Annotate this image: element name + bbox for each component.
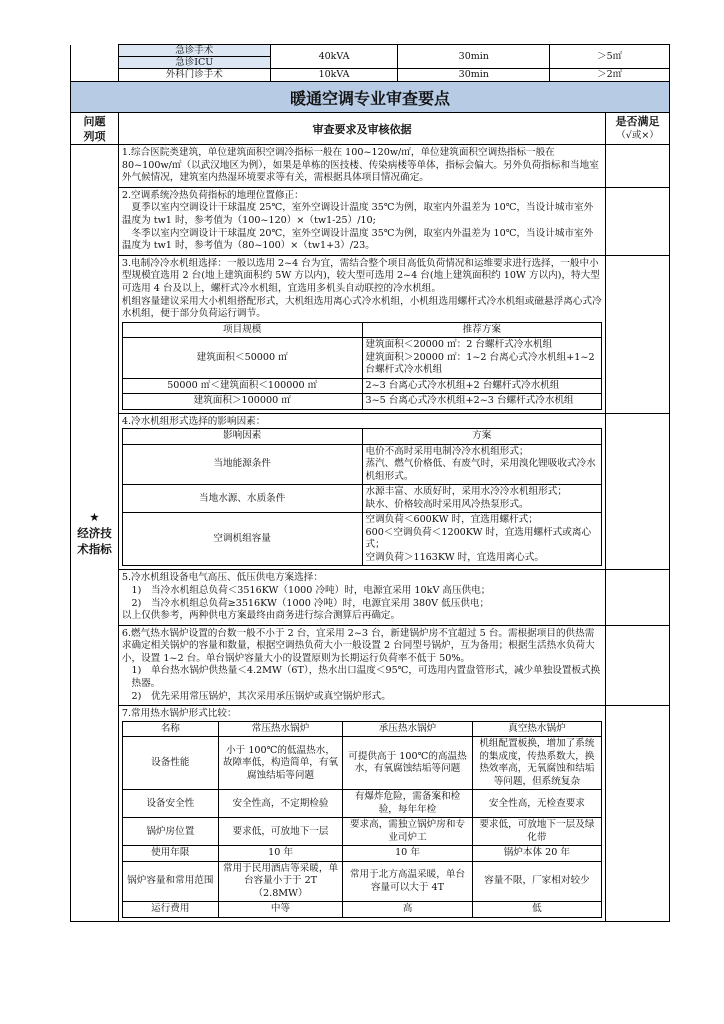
item-5-head: 5.冷水机组设备电气高压、低压供电方案选择： bbox=[121, 572, 323, 584]
scale-table bbox=[122, 322, 602, 410]
item-6 bbox=[118, 625, 605, 706]
boiler-cell: 要求低，可放地下一层 bbox=[218, 818, 343, 846]
check-cell[interactable] bbox=[606, 255, 670, 413]
boiler-cell: 低 bbox=[472, 902, 601, 918]
header-col3-label: 是否满足 bbox=[615, 114, 660, 128]
boiler-cell: 可提供高于 100℃的高温热水，有氧腐蚀结垢等问题 bbox=[343, 737, 472, 790]
page-title: 暖通空调专业审查要点 bbox=[71, 82, 670, 113]
area-value: ＞2㎡ bbox=[550, 69, 670, 82]
check-cell[interactable] bbox=[606, 187, 670, 255]
boiler-cell: 设备性能 bbox=[122, 737, 218, 790]
room-name: 急诊ICU bbox=[118, 57, 270, 69]
boiler-th: 名称 bbox=[122, 721, 218, 737]
boiler-cell: 常用于民用酒店等采暖，单台容量小于于 2T（2.8MW） bbox=[218, 861, 343, 902]
header-col2: 审查要求及审核依据 bbox=[118, 113, 605, 145]
room-name: 外科门诊手术 bbox=[118, 69, 270, 82]
scale-row-a: 建筑面积＞100000 ㎡ bbox=[122, 394, 362, 410]
item-2-line1: 夏季以室内空调设计干球温度 25℃，室外空调设计温度 35℃为例，取室内外温差为 10℃，当设计城市室外温度为 tw1 时，参考值为（100~120）×（tw1-25）/10; bbox=[121, 202, 594, 226]
boiler-cell: 小于 100℃的低温热水，故障率低，构造简单，有氧腐蚀结垢等问题 bbox=[218, 737, 343, 790]
header-col3-sub: （√或×） bbox=[616, 129, 659, 141]
boiler-cell: 运行费用 bbox=[122, 902, 218, 918]
category-label: ★ 经济技 术指标 bbox=[71, 145, 119, 922]
factor-table bbox=[122, 428, 602, 566]
scale-row-a: 建筑面积＜50000 ㎡ bbox=[122, 338, 362, 379]
item-5-line3: 以上仅供参考，两种供电方案最终由商务进行综合测算后再确定。 bbox=[121, 610, 401, 622]
boiler-cell: 常用于北方高温采暖，单台容量可以大于 4T bbox=[343, 861, 472, 902]
header-col3 bbox=[606, 113, 670, 145]
factor-row-a: 当地能源条件 bbox=[122, 444, 362, 485]
time-value: 30min bbox=[398, 69, 550, 82]
boiler-cell: 10 年 bbox=[218, 846, 343, 862]
boiler-cell: 容量不限，厂家相对较少 bbox=[472, 861, 601, 902]
check-cell[interactable] bbox=[606, 570, 670, 625]
scale-row-b: 建筑面积＜20000 ㎡：2 台螺杆式冷水机组 建筑面积＞20000 ㎡：1~2 台离心式冷水机组+1~2 台螺杆式冷水机组 bbox=[362, 338, 602, 379]
item-4 bbox=[118, 413, 605, 570]
room-name: 急诊手术 bbox=[118, 45, 270, 57]
scale-row-b: 2~3 台离心式冷水机组+2 台螺杆式冷水机组 bbox=[362, 378, 602, 394]
boiler-cell: 机组配置板换，增加了系统的集成度，传热系数大，换热效率高，无氧腐蚀和结垢等问题，但系统复杂 bbox=[472, 737, 601, 790]
check-cell[interactable] bbox=[606, 706, 670, 922]
boiler-cell: 使用年限 bbox=[122, 846, 218, 862]
boiler-cell: 安全性高，不定期检验 bbox=[218, 790, 343, 818]
power-value: 10kVA bbox=[270, 69, 398, 82]
boiler-cell: 中等 bbox=[218, 902, 343, 918]
factor-row-a: 当地水源、水质条件 bbox=[122, 485, 362, 513]
boiler-cell: 高 bbox=[343, 902, 472, 918]
boiler-table bbox=[122, 721, 602, 918]
boiler-cell: 10 年 bbox=[343, 846, 472, 862]
item-7-head: 7.常用热水锅炉形式比较： bbox=[121, 708, 237, 720]
time-value: 30min bbox=[398, 45, 550, 69]
item-7 bbox=[118, 706, 605, 922]
item-6-head: 6.燃气热水锅炉设置的台数一般不小于 2 台，宜采用 2~3 台，新建锅炉房不宜超过 5 台。需根据项目的供热需求确定相关锅炉的容量和数量，根据空调热负荷大小一般设置 2 台同型号锅炉，互为备用；根据生活热水负荷大小，设置 1~2 台。单台锅炉容量大小的设置原则为长期运行负荷率不低于 50%。 bbox=[121, 627, 595, 664]
item-2-line2: 冬季以室内空调设计干球温度 20℃，室外空调设计温度 35℃为例，取室内外温差为 10℃，当设计城市室外温度为 tw1 时，参考值为（80~100）×（tw1+3）/23。 bbox=[121, 227, 594, 252]
item-6-line1: 1) 单台热水锅炉供热量＜4.2MW（6T），热水出口温度＜95℃，可选用内置盘管形式，减少单独设置板式换热器。 bbox=[131, 665, 601, 690]
area-value: ＞5㎡ bbox=[550, 45, 670, 69]
scale-row-b: 3~5 台离心式冷水机组+2~3 台螺杆式冷水机组 bbox=[362, 394, 602, 410]
item-1: 1.综合医院类建筑，单位建筑面积空调冷指标一般在 100~120w/㎡，单位建筑面积空调热指标一般在 80~100w/㎡（以武汉地区为例），如果是单栋的医技楼、传染病楼等单体，指标会偏大。另外负荷指标和当地室外气候情况，建筑室内热湿环境要求等有关，需根据具体项目情况确定。 bbox=[118, 145, 605, 188]
boiler-th: 真空热水锅炉 bbox=[472, 721, 601, 737]
power-table bbox=[70, 44, 670, 82]
boiler-cell: 要求低，可放地下一层及绿化带 bbox=[472, 818, 601, 846]
item-2 bbox=[118, 187, 605, 255]
boiler-th: 承压热水锅炉 bbox=[343, 721, 472, 737]
scale-th2: 推荐方案 bbox=[362, 322, 602, 338]
factor-row-b: 水源丰富、水质好时，采用水冷冷水机组形式； 缺水、价格较高时采用风冷热泵形式。 bbox=[362, 485, 602, 513]
boiler-th: 常压热水锅炉 bbox=[218, 721, 343, 737]
factor-row-b: 电价不高时采用电制冷冷水机组形式； 蒸汽、燃气价格低、有废气时，采用溴化锂吸收式冷水机组形式。 bbox=[362, 444, 602, 485]
item-3-head: 3.电制冷冷水机组选择：一般以选用 2~4 台为宜，需结合整个项目高低负荷情况和运维要求进行选择，一般中小型规模宜选用 2 台(地上建筑面积约 5W 方以内)，较大型可选用 2~4 台(地上建筑面积约 10W 方以内)，特大型可选用 4 台及以上，螺杆式冷水机组，宜选用多机头自动联控的冷水机组。 bbox=[121, 257, 600, 294]
item-3 bbox=[118, 255, 605, 413]
boiler-cell: 有爆炸危险，需备案和检验，每年年检 bbox=[343, 790, 472, 818]
boiler-cell: 锅炉本体 20 年 bbox=[472, 846, 601, 862]
review-table bbox=[70, 82, 670, 922]
boiler-cell: 安全性高，无检查要求 bbox=[472, 790, 601, 818]
item-3-para2: 机组容量建议采用大小机组搭配形式，大机组选用离心式冷水机组，小机组选用螺杆式冷水机组或磁悬浮离心式冷水机组，便于部分负荷运行调节。 bbox=[121, 295, 602, 320]
factor-row-b: 空调负荷＜600KW 时，宜选用螺杆式； 600＜空调负荷＜1200KW 时，宜选用螺杆式或离心式； 空调负荷＞1163KW 时，宜选用离心式。 bbox=[362, 513, 602, 566]
boiler-cell: 锅炉容量和常用范围 bbox=[122, 861, 218, 902]
document-page bbox=[70, 44, 670, 922]
check-cell[interactable] bbox=[606, 413, 670, 570]
scale-row-a: 50000 ㎡＜建筑面积＜100000 ㎡ bbox=[122, 378, 362, 394]
factor-th2: 方案 bbox=[362, 429, 602, 445]
check-cell[interactable] bbox=[606, 145, 670, 188]
item-2-head: 2.空调系统冷热负荷指标的地理位置修正： bbox=[121, 189, 304, 201]
power-value: 40kVA bbox=[270, 45, 398, 69]
boiler-cell: 设备安全性 bbox=[122, 790, 218, 818]
check-cell[interactable] bbox=[606, 625, 670, 706]
boiler-cell: 要求高，需独立锅炉房和专业司炉工 bbox=[343, 818, 472, 846]
item-5 bbox=[118, 570, 605, 625]
item-5-line2: 2) 当冷水机组总负荷≥3516KW（1000 冷吨）时，电源宜采用 380V 低压供电； bbox=[131, 597, 490, 609]
factor-row-a: 空调机组容量 bbox=[122, 513, 362, 566]
factor-th1: 影响因素 bbox=[122, 429, 362, 445]
scale-th1: 项目规模 bbox=[122, 322, 362, 338]
item-4-head: 4.冷水机组形式选择的影响因素： bbox=[121, 415, 266, 427]
item-5-line1: 1) 当冷水机组总负荷＜3516KW（1000 冷吨）时，电源宜采用 10kV 高压供电； bbox=[131, 584, 491, 596]
boiler-cell: 锅炉房位置 bbox=[122, 818, 218, 846]
header-col1: 问题 列项 bbox=[71, 113, 119, 145]
item-6-line2: 2) 优先采用常压锅炉，其次采用承压锅炉或真空锅炉形式。 bbox=[131, 690, 391, 702]
